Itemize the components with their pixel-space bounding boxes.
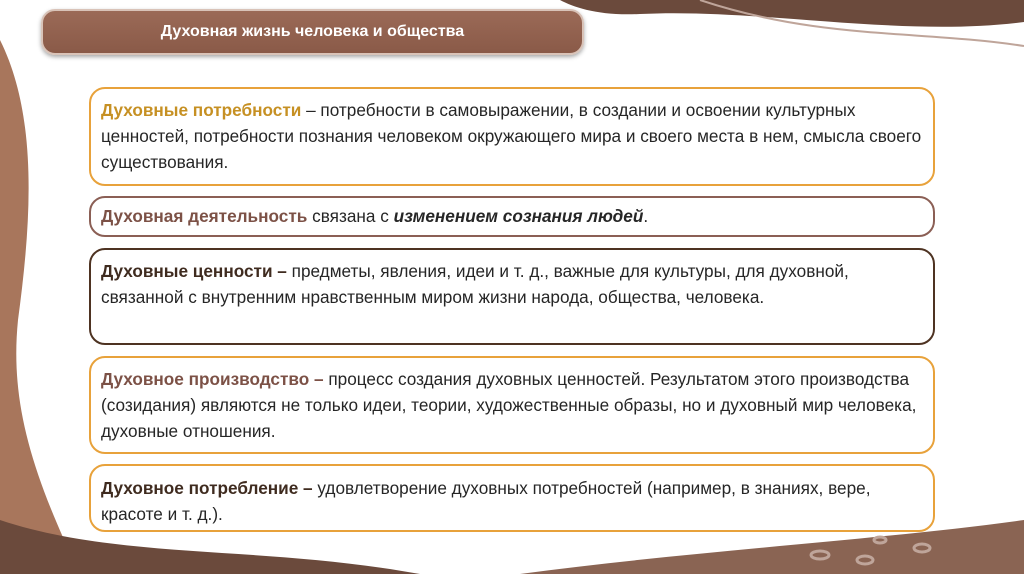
definition-box-spiritual-needs: [89, 87, 935, 186]
term-spiritual-needs: Духовные потребности: [101, 100, 302, 120]
definition-box-spiritual-values: [89, 248, 935, 345]
definition-text: предметы, явления, идеи и т. д., важные для культуры, для духовной, связанной с внутренним нравственным миром жизни народа, общества, человека.: [101, 261, 849, 307]
term-spiritual-values: Духовные ценности –: [101, 261, 287, 281]
definition-box-spiritual-activity: [89, 196, 935, 237]
definition-text-end: .: [643, 206, 649, 226]
definition-box-spiritual-production: [89, 356, 935, 454]
term-spiritual-production: Духовное производство –: [101, 369, 324, 389]
page-title: Духовная жизнь человека и общества: [41, 9, 584, 55]
definition-text: – потребности в самовыражении, в создании и освоении культурных ценностей, потребности познания человеком окружающего мира и своего места в нем, смысла своего существования.: [101, 100, 922, 172]
definition-text: процесс создания духовных ценностей. Результатом этого производства (созидания) являются не только идеи, теории, художественные образы, но и духовный мир человека, духовные отношения.: [101, 369, 917, 441]
term-spiritual-activity: Духовная деятельность: [101, 206, 308, 226]
left-swoosh: [0, 40, 80, 574]
definition-text: удовлетворение духовных потребностей (например, в знаниях, вере, красоте и т. д.).: [101, 478, 871, 524]
definition-text: связана с: [307, 206, 394, 226]
term-spiritual-consumption: Духовное потребление –: [101, 478, 313, 498]
emphasis-text: изменением сознания людей: [393, 206, 644, 226]
definition-box-spiritual-consumption: [89, 464, 935, 532]
